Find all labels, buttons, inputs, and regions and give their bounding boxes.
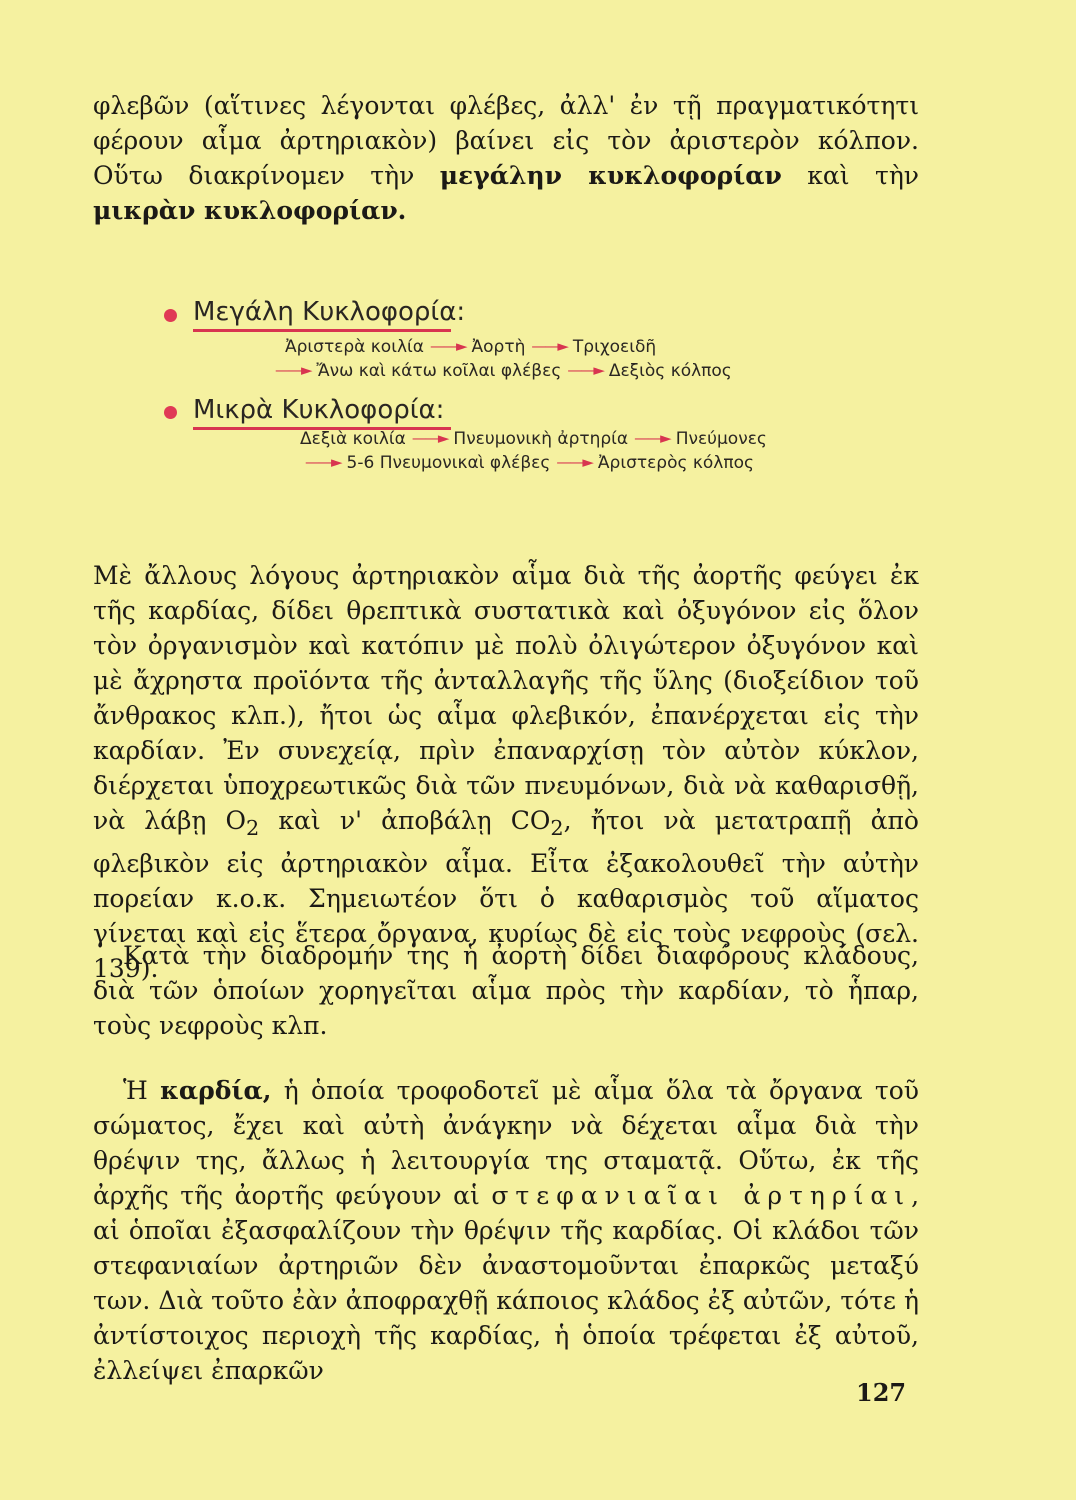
arrow-right-icon: ——►	[275, 361, 311, 379]
pulmonary-veins-label: 5-6 Πνευμονικαὶ φλέβες	[346, 453, 551, 473]
large-circulation-line-1	[285, 337, 656, 357]
arrow-right-icon: ——►	[556, 453, 592, 471]
bullet-icon	[164, 406, 177, 419]
left-atrium-label: Ἀριστερὸς κόλπος	[597, 453, 754, 473]
aorta-label: Ἀορτὴ	[471, 337, 526, 357]
heart-text-2: ἡ ὁποία τροφοδοτεῖ μὲ αἷμα ὅλα τὰ ὄργανα τοῦ σώματος, ἔχει καὶ αὐτὴ ἀνάγκην νὰ δέχεται αἷμα διὰ τὴν θρέψιν της, ἄλλως ἡ λειτουργία της σταματᾷ. Οὕτω, ἐκ τῆς ἀρχῆς τῆς ἀορτῆς φεύγουν αἱ	[93, 1076, 919, 1210]
lungs-label: Πνεύμονες	[675, 429, 767, 449]
co2-subscript: 2	[550, 816, 564, 840]
heart-text-1: Ἡ	[123, 1076, 161, 1105]
term-heart: καρδία,	[160, 1076, 272, 1105]
small-circulation-title	[193, 395, 444, 425]
arrow-right-icon: ——►	[634, 429, 670, 447]
bullet-icon	[164, 309, 177, 322]
small-circulation-line-1	[300, 429, 767, 449]
intro-paragraph	[93, 88, 919, 228]
heart-paragraph	[93, 1073, 919, 1388]
intro-text-2: καὶ τὴν	[781, 161, 920, 190]
small-circulation-line-2	[305, 453, 754, 473]
right-ventricle-label: Δεξιὰ κοιλία	[300, 429, 406, 449]
page-number: 127	[856, 1378, 907, 1407]
term-large-circulation: μεγάλην κυκλοφορίαν	[439, 161, 782, 190]
arrow-right-icon: ——►	[305, 453, 341, 471]
venae-cavae-label: Ἄνω καὶ κάτω κοῖλαι φλέβες	[316, 361, 562, 381]
arrow-right-icon: ——►	[531, 337, 567, 355]
large-title-underline	[193, 329, 451, 332]
term-small-circulation: μικρὰν κυκλοφορίαν.	[93, 196, 407, 225]
arrow-right-icon: ——►	[567, 361, 603, 379]
main-text-2: καὶ ν' ἀποβάλῃ CO	[259, 806, 551, 835]
o2-subscript: 2	[246, 816, 260, 840]
large-circulation-line-2	[275, 361, 732, 381]
intro-text-1: φλεβῶν (αἵτινες λέγονται φλέβες, ἀλλ' ἐν τῇ πραγματικότητι φέρουν αἷμα ἀρτηριακὸν) βαίνει εἰς τὸν ἀριστερὸν κόλπον. Οὕτω διακρίνομεν τὴν	[93, 91, 919, 190]
arrow-right-icon: ——►	[429, 337, 466, 355]
right-atrium-label: Δεξιὸς κόλπος	[608, 361, 732, 381]
small-title-text: Μικρὰ Κυκλοφορία	[193, 395, 436, 425]
capillaries-label: Τριχοειδῆ	[572, 337, 657, 357]
main-text-3: , ἤτοι νὰ μετατραπῇ ἀπὸ φλεβικὸν εἰς ἀρτηριακὸν αἷμα. Εἶτα ἐξακολουθεῖ τὴν αὐτὴν πορείαν κ.ο.κ. Σημειωτέον ὅτι ὁ καθαρισμὸς τοῦ αἵματος γίνεται καὶ εἰς ἕτερα ὄργανα, κυρίως δὲ εἰς τοὺς νεφροὺς (σελ. 139).	[93, 806, 919, 983]
main-text-1: Μὲ ἄλλους λόγους ἀρτηριακὸν αἷμα διὰ τῆς ἀορτῆς φεύγει ἐκ τῆς καρδίας, δίδει θρεπτικὰ συστατικὰ καὶ ὀξυγόνον εἰς ὅλον τὸν ὀργανισμὸν καὶ κατόπιν μὲ πολὺ ὀλιγώτερον ὀξυγόνον καὶ μὲ ἄχρηστα προϊόντα τῆς ἀνταλλαγῆς τῆς ὕλης (διοξείδιον τοῦ ἄνθρακος κλπ.), ἤτοι ὡς αἷμα φλεβικόν, ἐπανέρχεται εἰς τὴν καρδίαν. Ἐν συνεχείᾳ, πρὶν ἐπαναρχίσῃ τὸν αὐτὸν κύκλον, διέρχεται ὑποχρεωτικῶς διὰ τῶν πνευμόνων, διὰ νὰ καθαρισθῇ, νὰ λάβῃ O	[93, 561, 919, 835]
large-circulation-title	[193, 297, 465, 327]
arrow-right-icon: ——►	[411, 429, 448, 447]
aorta-paragraph: Κατὰ τὴν διαδρομήν της ἡ ἀορτὴ δίδει διαφόρους κλάδους, διὰ τῶν ὁποίων χορηγεῖται αἷμα πρὸς τὴν καρδίαν, τὸ ἧπαρ, τοὺς νεφροὺς κλπ.	[93, 941, 919, 1040]
large-title-text: Μεγάλη Κυκλοφορία	[193, 297, 457, 327]
left-ventricle-label: Ἀριστερὰ κοιλία	[285, 337, 424, 357]
pulmonary-artery-label: Πνευμονικὴ ἀρτηρία	[453, 429, 629, 449]
large-title-colon: :	[456, 297, 466, 327]
small-title-colon: :	[435, 395, 445, 425]
term-coronary-arteries: στεφανιαῖαι ἀρτηρίαι	[491, 1181, 912, 1210]
main-paragraph	[93, 558, 919, 986]
heart-text-3: , αἱ ὁποῖαι ἐξασφαλίζουν τὴν θρέψιν τῆς καρδίας. Οἱ κλάδοι τῶν στεφανιαίων ἀρτηριῶν δὲν ἀναστομοῦνται ἐπαρκῶς μεταξύ των. Διὰ τοῦτο ἐὰν ἀποφραχθῇ κάποιος κλάδος ἐξ αὐτῶν, τότε ἡ ἀντίστοιχος περιοχὴ τῆς καρδίας, ἡ ὁποία τρέφεται ἐξ αὐτοῦ, ἐλλείψει ἐπαρκῶν	[93, 1181, 920, 1385]
